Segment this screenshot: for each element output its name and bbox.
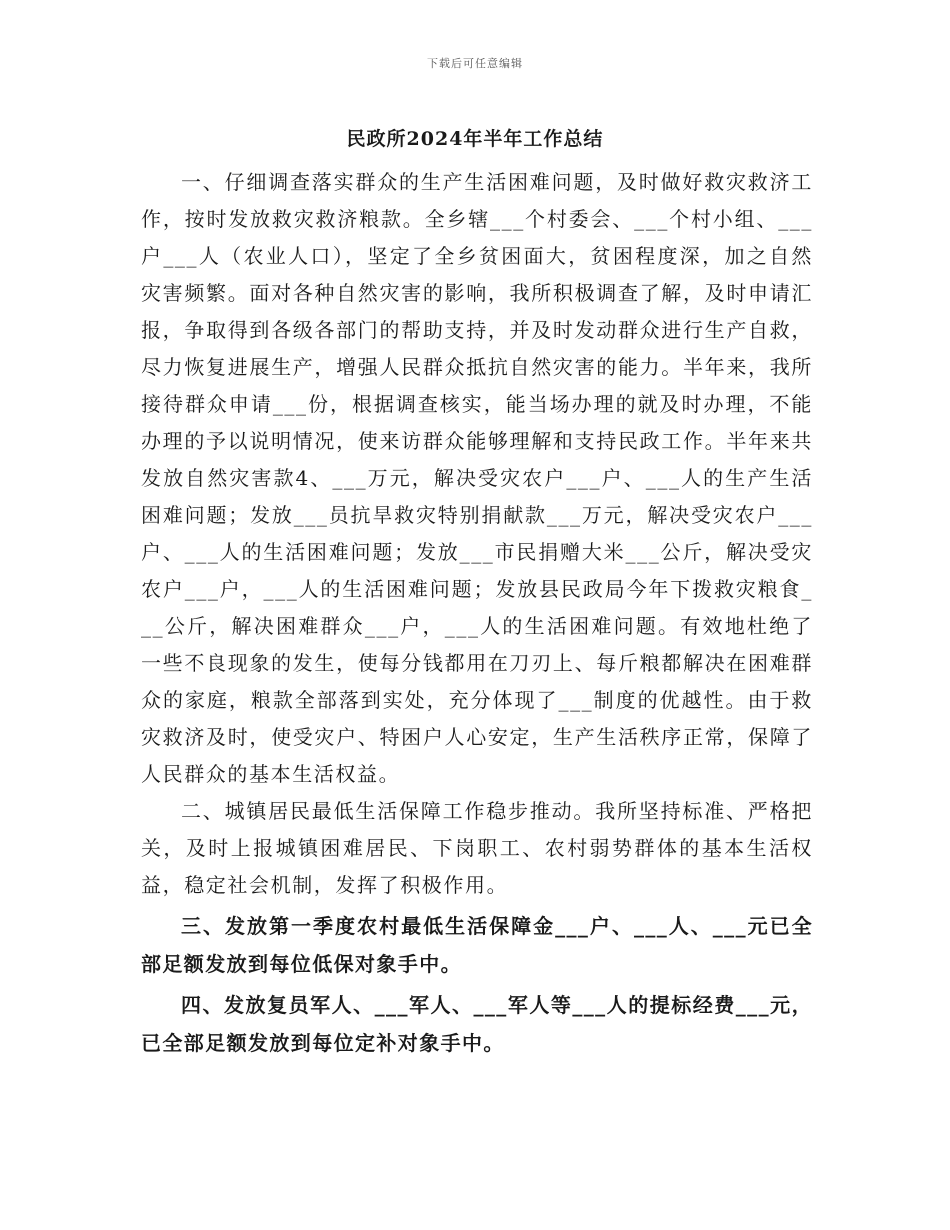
- paragraph-1: 一、仔细调查落实群众的生产生活困难问题，及时做好救灾救济工作，按时发放救灾救济粮款。全乡辖___个村委会、___个村小组、___户___人（农业人口），坚定了全乡贫困面大，贫困程度深，加之自然灾害频繁。面对各种自然灾害的影响，我所积极调查了解，及时申请汇报，争取得到各级各部门的帮助支持，并及时发动群众进行生产自救，尽力恢复进展生产，增强人民群众抵抗自然灾害的能力。半年来，我所接待群众申请___份，根据调查核实，能当场办理的就及时办理，不能办理的予以说明情况，使来访群众能够理解和支持民政工作。半年来共发放自然灾害款4、___万元，解决受灾农户___户、___人的生产生活困难问题；发放___员抗旱救灾特别捐献款___万元，解决受灾农户___户、___人的生活困难问题；发放___市民捐赠大米___公斤，解决受灾农户___户，___人的生活困难问题；发放县民政局今年下拨救灾粮食___公斤，解决困难群众___户，___人的生活困难问题。有效地杜绝了一些不良现象的发生，使每分钱都用在刀刃上、每斤粮都解决在困难群众的家庭，粮款全部落到实处，充分体现了___制度的优越性。由于救灾救济及时，使受灾户、特困户人心安定，生产生活秩序正常，保障了人民群众的基本生活权益。: [141, 170, 813, 786]
- paragraph-2: 二、城镇居民最低生活保障工作稳步推动。我所坚持标准、严格把关，及时上报城镇困难居民、下岗职工、农村弱势群体的基本生活权益，稳定社会机制，发挥了积极作用。: [141, 799, 813, 897]
- document-title: 民政所2024年半年工作总结: [346, 128, 604, 150]
- header-note: 下载后可任意编辑: [427, 57, 523, 70]
- document-body: [141, 164, 813, 1062]
- paragraph-4: 四、发放复员军人、___军人、___军人等___人的提标经费___元，已全部足额发放到每位定补对象手中。: [141, 993, 813, 1055]
- paragraph-3: 三、发放第一季度农村最低生活保障金___户、___人、___元已全部足额发放到每位低保对象手中。: [141, 914, 813, 976]
